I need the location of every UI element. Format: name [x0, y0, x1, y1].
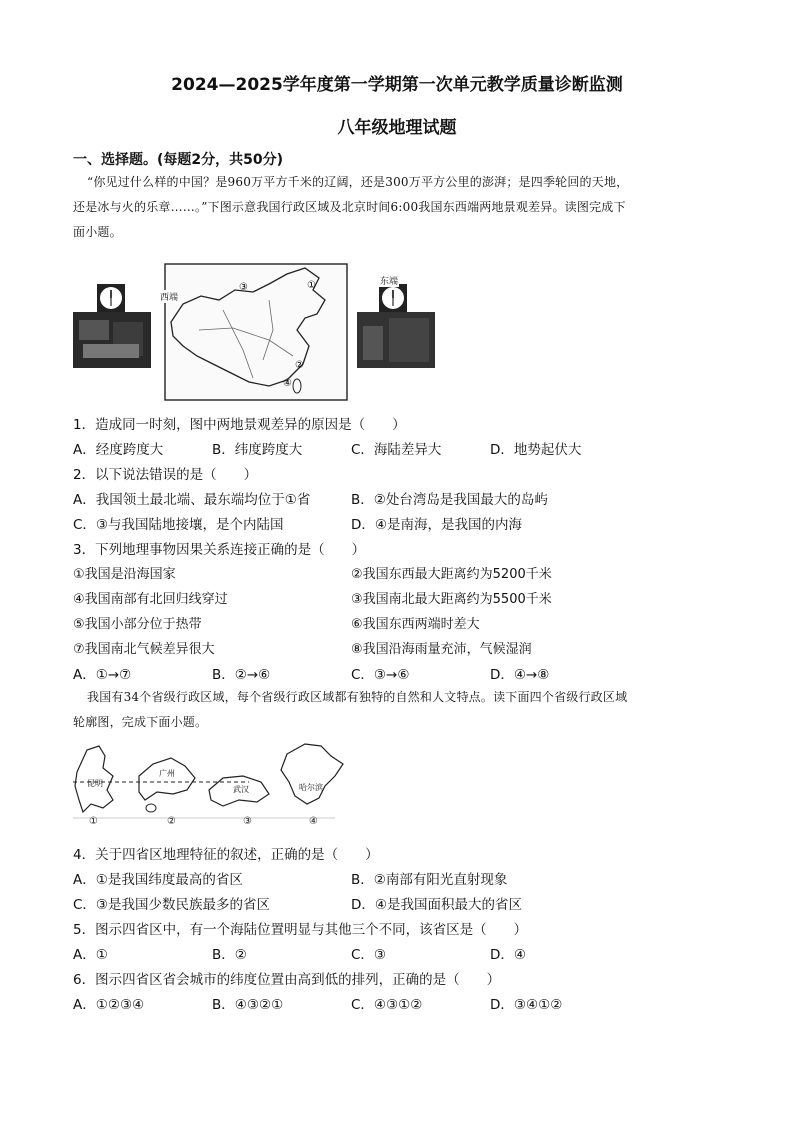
q1-option-c[interactable]: C．海陆差异大	[351, 442, 442, 458]
province-label: 哈尔滨	[299, 783, 323, 792]
q1-stem: 1．造成同一时刻，图中两地景观差异的原因是（ ）	[73, 417, 406, 433]
section-heading: 一、选择题。(每题2分，共50分)	[73, 152, 284, 168]
q4-option-a[interactable]: A．①是我国纬度最高的省区	[73, 872, 243, 888]
q2-option-d[interactable]: D．④是南海，是我国的内海	[351, 517, 522, 533]
west-label: 西端	[159, 290, 179, 303]
q6-option-a[interactable]: A．①②③④	[73, 997, 145, 1013]
q5-option-b[interactable]: B．②	[212, 947, 247, 963]
q3-statement: ②我国东西最大距离约为5200千米	[351, 567, 552, 582]
q2-option-a[interactable]: A．我国领土最北端、最东端均位于①省	[73, 492, 311, 508]
q3-option-a[interactable]: A．①→⑦	[73, 667, 132, 683]
province-marker: ④	[309, 816, 318, 827]
q3-option-b[interactable]: B．②→⑥	[212, 667, 271, 683]
q6-option-c[interactable]: C．④③①②	[351, 997, 423, 1013]
passage2-line2: 轮廓图，完成下面小题。	[73, 715, 208, 729]
svg-text:③: ③	[239, 282, 248, 293]
q6-option-d[interactable]: D．③④①②	[490, 997, 563, 1013]
q5-option-d[interactable]: D．④	[490, 947, 526, 963]
q1-option-a[interactable]: A．经度跨度大	[73, 442, 164, 458]
province-marker: ①	[89, 816, 98, 827]
q3-statement: ④我国南部有北回归线穿过	[73, 592, 228, 607]
q4-stem: 4．关于四省区地理特征的叙述，正确的是（ ）	[73, 847, 379, 863]
province-label: 昆明	[87, 779, 103, 788]
q3-option-c[interactable]: C．③→⑥	[351, 667, 410, 683]
q1-option-b[interactable]: B．纬度跨度大	[212, 442, 303, 458]
q4-option-c[interactable]: C．③是我国少数民族最多的省区	[73, 897, 271, 913]
q2-option-c[interactable]: C．③与我国陆地接壤，是个内陆国	[73, 517, 284, 533]
passage1-line1: “你见过什么样的中国？是960万平方千米的辽阔，还是300万平方公里的澎湃；是四季轮回的天地，	[87, 175, 629, 189]
q5-stem: 5．图示四省区中，有一个海陆位置明显与其他三个不同，该省区是（ ）	[73, 922, 528, 938]
province-outlines-figure	[73, 742, 345, 830]
province-marker: ②	[167, 816, 176, 827]
q3-statement: ⑥我国东西两端时差大	[351, 617, 480, 632]
q3-stem: 3．下列地理事物因果关系连接正确的是（ ）	[73, 542, 366, 558]
q6-stem: 6．图示四省区省会城市的纬度位置由高到低的排列，正确的是（ ）	[73, 972, 501, 988]
exam-subtitle: 八年级地理试题	[337, 118, 457, 138]
province-label: 武汉	[233, 785, 249, 794]
passage1-line3: 面小题。	[73, 225, 122, 239]
svg-text:②: ②	[295, 360, 304, 371]
q4-option-b[interactable]: B．②南部有阳光直射现象	[351, 872, 508, 888]
q1-option-d[interactable]: D．地势起伏大	[490, 442, 582, 458]
q3-statement: ⑧我国沿海雨量充沛，气候湿润	[351, 642, 532, 657]
passage1-line2: 还是冰与火的乐章……。”下图示意我国行政区域及北京时间6:00我国东西端两地景观差异。读图完成下	[73, 200, 626, 214]
east-label: 东端	[379, 274, 399, 287]
q3-statement: ⑦我国南北气候差异很大	[73, 642, 215, 657]
q2-option-b[interactable]: B．②处台湾岛是我国最大的岛屿	[351, 492, 548, 508]
q3-statement: ③我国南北最大距离约为5500千米	[351, 592, 552, 607]
q6-option-b[interactable]: B．④③②①	[212, 997, 284, 1013]
q3-option-d[interactable]: D．④→⑧	[490, 667, 550, 683]
q3-statement: ⑤我国小部分位于热带	[73, 617, 202, 632]
svg-text:④: ④	[283, 378, 292, 389]
china-map-figure	[73, 260, 435, 402]
q4-option-d[interactable]: D．④是我国面积最大的省区	[351, 897, 522, 913]
province-label: 广州	[159, 769, 175, 778]
passage2-line1: 我国有34个省级行政区域，每个省级行政区域都有独特的自然和人文特点。读下面四个省级行政区域	[87, 690, 628, 704]
q2-stem: 2．以下说法错误的是（ ）	[73, 467, 258, 483]
q3-statement: ①我国是沿海国家	[73, 567, 176, 582]
q5-option-a[interactable]: A．①	[73, 947, 108, 963]
exam-title: 2024—2025学年度第一学期第一次单元教学质量诊断监测	[171, 75, 623, 95]
q5-option-c[interactable]: C．③	[351, 947, 387, 963]
province-marker: ③	[243, 816, 252, 827]
svg-text:①: ①	[307, 280, 316, 291]
